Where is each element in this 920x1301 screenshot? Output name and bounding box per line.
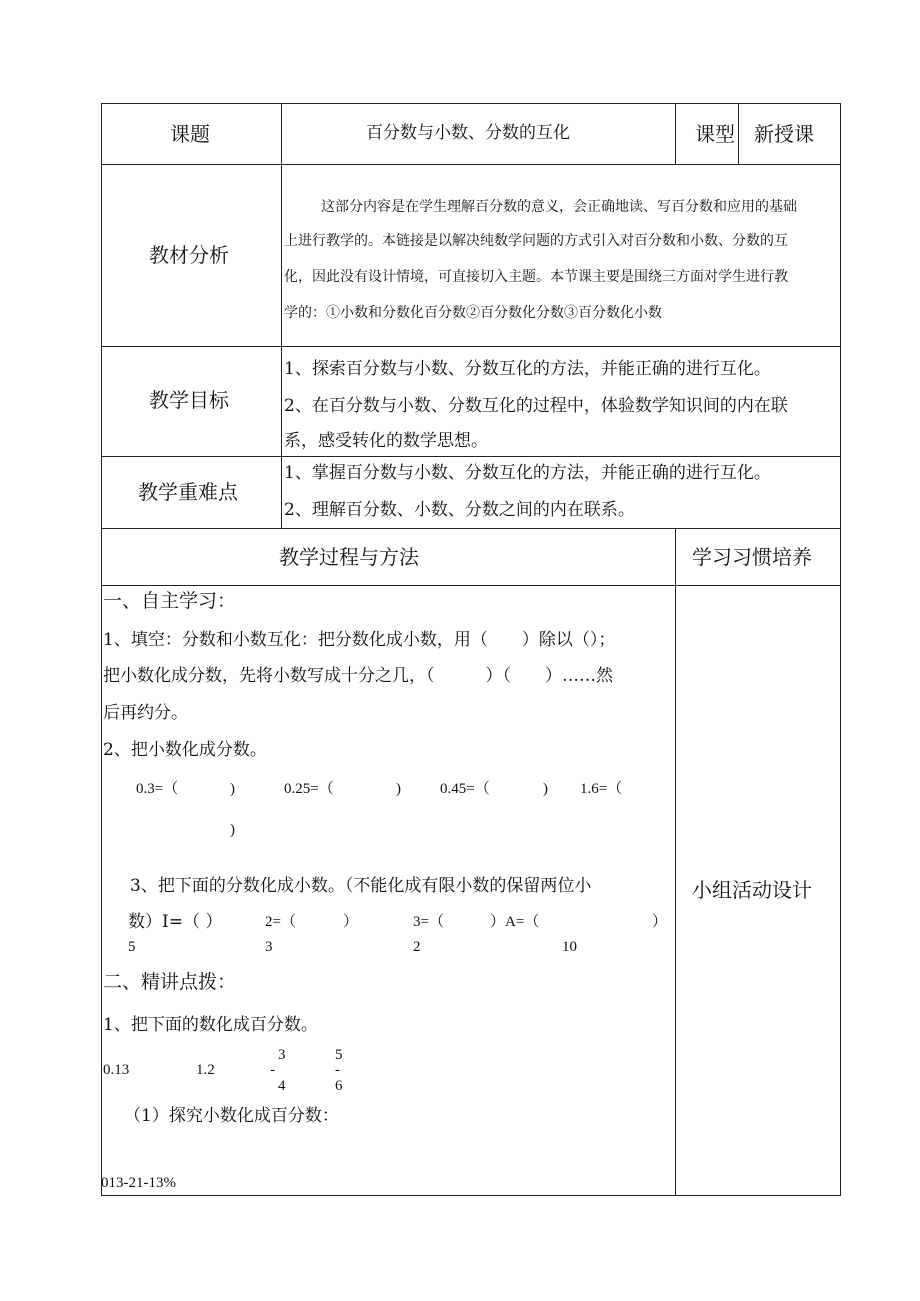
row-divider-analysis xyxy=(101,346,841,347)
objective-item-2-cont: 系，感受转化的数学思想。 xyxy=(284,431,488,451)
q2-item-3: 0.45=（ xyxy=(440,781,490,797)
p1-fraction-2-num: 5 xyxy=(335,1047,343,1063)
question-3-line-1: 3、把下面的分数化成小数。（不能化成有限小数的保留两位小 xyxy=(130,876,592,896)
col-divider-type xyxy=(675,103,676,164)
p1-number-1: 0.13 xyxy=(103,1062,130,1078)
section-self-study: 一、自主学习： xyxy=(103,590,237,612)
lesson-type-label: 课型 xyxy=(695,122,735,146)
row-divider-objectives xyxy=(101,456,841,457)
keypoint-item-1: 1、掌握百分数与小数、分数互化的方法，并能正确的进行互化。 xyxy=(284,463,771,483)
keypoint-item-2: 2、理解百分数、小数、分数之间的内在联系。 xyxy=(284,500,635,520)
p1-fraction-2-den: 6 xyxy=(335,1078,343,1094)
lesson-type-value: 新授课 xyxy=(754,122,814,146)
row-divider-keypoints xyxy=(101,528,841,529)
p1-fraction-2-bar: - xyxy=(335,1062,340,1078)
q2-item-4-close: ) xyxy=(230,822,235,838)
p1-fraction-1-num: 3 xyxy=(278,1047,286,1063)
practice-1-sub: （1）探究小数化成百分数： xyxy=(124,1106,339,1126)
question-1-line-1: 1、填空：分数和小数互化：把分数化成小数，用（ ）除以（）； xyxy=(103,630,616,650)
practice-1-result: 013-21-13% xyxy=(101,1175,176,1191)
q2-item-4: 1.6=（ xyxy=(580,781,623,797)
p1-fraction-1-bar: - xyxy=(270,1062,275,1078)
practice-1: 1、把下面的数化成百分数。 xyxy=(103,1015,318,1035)
q3-item-2: 2=（ xyxy=(265,914,296,930)
question-2: 2、把小数化成分数。 xyxy=(103,740,267,760)
q2-item-2-close: ) xyxy=(396,781,401,797)
q3-denom-4: 10 xyxy=(562,939,577,955)
q2-item-3-close: ) xyxy=(543,781,548,797)
question-1-line-2: 把小数化成分数，先将小数写成十分之几，（ ）（ ）……然 xyxy=(103,666,613,686)
q3-denom-2: 3 xyxy=(265,939,273,955)
analysis-label: 教材分析 xyxy=(149,243,229,267)
q3-denom-1: 5 xyxy=(128,939,136,955)
section-key-explanation: 二、精讲点拨： xyxy=(103,971,237,993)
col-divider-type-value xyxy=(738,103,739,164)
q3-item-2-close: ） xyxy=(343,914,359,930)
analysis-line-4: 学的：①小数和分数化百分数②百分数化分数③百分数化小数 xyxy=(284,305,662,321)
q3-denom-3: 2 xyxy=(413,939,421,955)
row-divider-process-header xyxy=(101,585,841,586)
topic-value: 百分数与小数、分数的互化 xyxy=(366,123,570,143)
q3-item-4-close: ） xyxy=(652,914,668,930)
q2-item-2: 0.25=（ xyxy=(284,781,334,797)
question-1-line-3: 后再约分。 xyxy=(103,703,188,723)
q3-item-3: 3=（ xyxy=(413,914,444,930)
col-divider-process xyxy=(675,528,676,1196)
q2-item-1: 0.3=（ xyxy=(136,781,179,797)
analysis-line-3: 化，因此没有设计情境，可直接切入主题。本节课主要是围绕三方面对学生进行教 xyxy=(284,269,788,285)
q2-item-1-close: ) xyxy=(230,781,235,797)
row-divider-header xyxy=(101,164,841,165)
q3-item-4: ）A=（ xyxy=(490,914,540,930)
p1-fraction-1-den: 4 xyxy=(278,1078,286,1094)
p1-number-2: 1.2 xyxy=(196,1062,215,1078)
habits-header: 学习习惯培养 xyxy=(692,545,812,569)
group-activity-note: 小组活动设计 xyxy=(692,878,812,902)
q3-item-1: 数）I=（ ） xyxy=(128,912,223,932)
topic-label: 课题 xyxy=(170,122,210,146)
objectives-label: 教学目标 xyxy=(149,388,229,412)
keypoints-label: 教学重难点 xyxy=(138,480,238,504)
col-divider-label xyxy=(281,103,282,528)
objective-item-2: 2、在百分数与小数、分数互化的过程中，体验数学知识间的内在联 xyxy=(284,396,788,416)
objective-item-1: 1、探索百分数与小数、分数互化的方法，并能正确的进行互化。 xyxy=(284,359,771,379)
analysis-line-1: 这部分内容是在学生理解百分数的意义，会正确地读、写百分数和应用的基础 xyxy=(321,199,797,215)
analysis-line-2: 上进行教学的。本链接是以解决纯数学问题的方式引入对百分数和小数、分数的互 xyxy=(284,233,788,249)
process-header: 教学过程与方法 xyxy=(279,545,419,569)
